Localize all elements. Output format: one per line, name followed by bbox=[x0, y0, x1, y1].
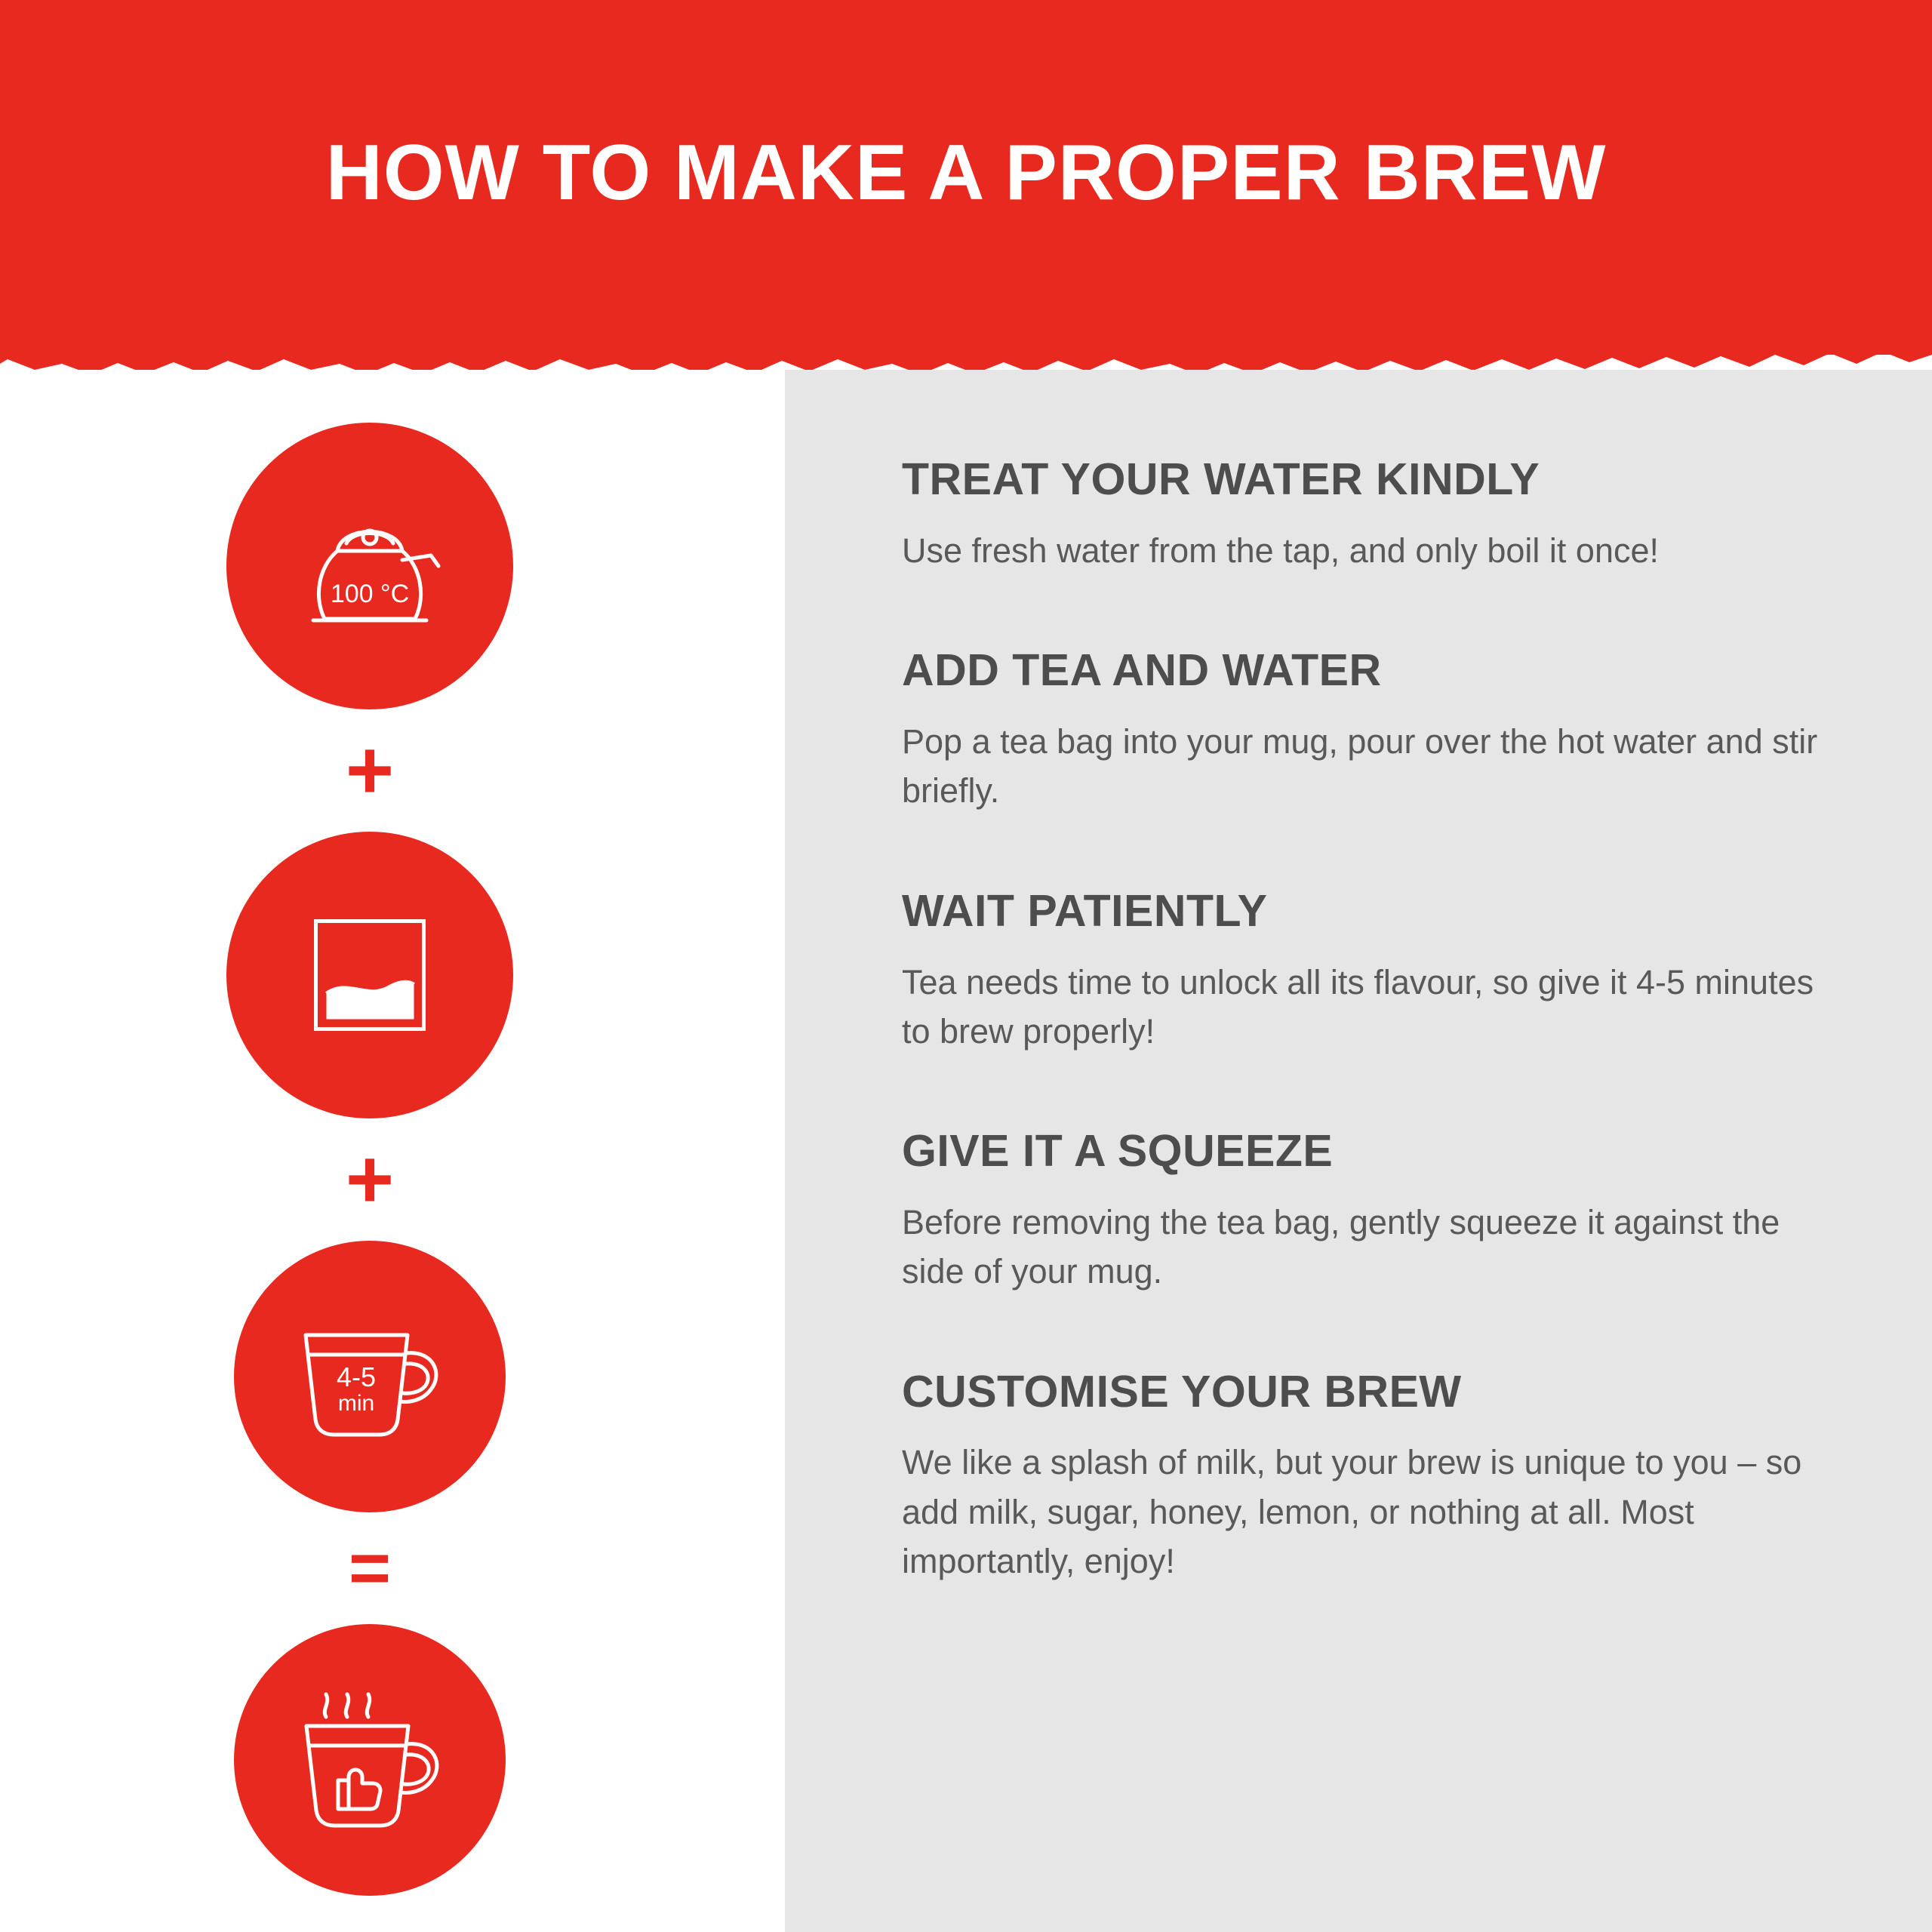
content-area bbox=[0, 370, 1932, 1932]
page-title: HOW TO MAKE A PROPER BREW bbox=[325, 129, 1607, 217]
operator-plus-1: + bbox=[345, 724, 395, 817]
tea-bag-icon bbox=[226, 832, 513, 1118]
step-item bbox=[902, 885, 1845, 1056]
step-body: We like a splash of milk, but your brew is unique to you – so add milk, sugar, honey, lemon, or nothing at all. Most importantly, enjoy! bbox=[902, 1443, 1802, 1580]
icon-chain bbox=[226, 423, 513, 1896]
step-item bbox=[902, 1128, 1845, 1296]
steps-list bbox=[902, 454, 1845, 1586]
step-body: Pop a tea bag into your mug, pour over the hot water and stir briefly. bbox=[902, 722, 1818, 811]
svg-text:100 °C: 100 °C bbox=[330, 580, 410, 608]
operator-plus-2: + bbox=[345, 1133, 395, 1226]
step-title: WAIT PATIENTLY bbox=[902, 885, 1268, 936]
step-item bbox=[902, 645, 1845, 815]
svg-text:min: min bbox=[337, 1391, 375, 1416]
step-title: ADD TEA AND WATER bbox=[902, 645, 1382, 696]
step-item bbox=[902, 454, 1845, 575]
mug-thumbs-up-icon bbox=[234, 1624, 506, 1896]
mug-timer-icon bbox=[234, 1241, 506, 1512]
step-title: CUSTOMISE YOUR BREW bbox=[902, 1366, 1462, 1417]
step-body: Use fresh water from the tap, and only boil it once! bbox=[902, 531, 1660, 570]
kettle-icon bbox=[226, 423, 513, 709]
step-title: GIVE IT A SQUEEZE bbox=[902, 1126, 1334, 1177]
step-item bbox=[902, 1366, 1845, 1586]
step-body: Before removing the tea bag, gently squeeze it against the side of your mug. bbox=[902, 1203, 1780, 1291]
operator-equals: = bbox=[348, 1527, 392, 1608]
svg-text:4-5: 4-5 bbox=[336, 1361, 377, 1392]
header-banner bbox=[0, 0, 1932, 355]
step-title: TREAT YOUR WATER KINDLY bbox=[902, 454, 1540, 504]
step-body: Tea needs time to unlock all its flavour, so give it 4-5 minutes to brew properly! bbox=[902, 962, 1814, 1051]
